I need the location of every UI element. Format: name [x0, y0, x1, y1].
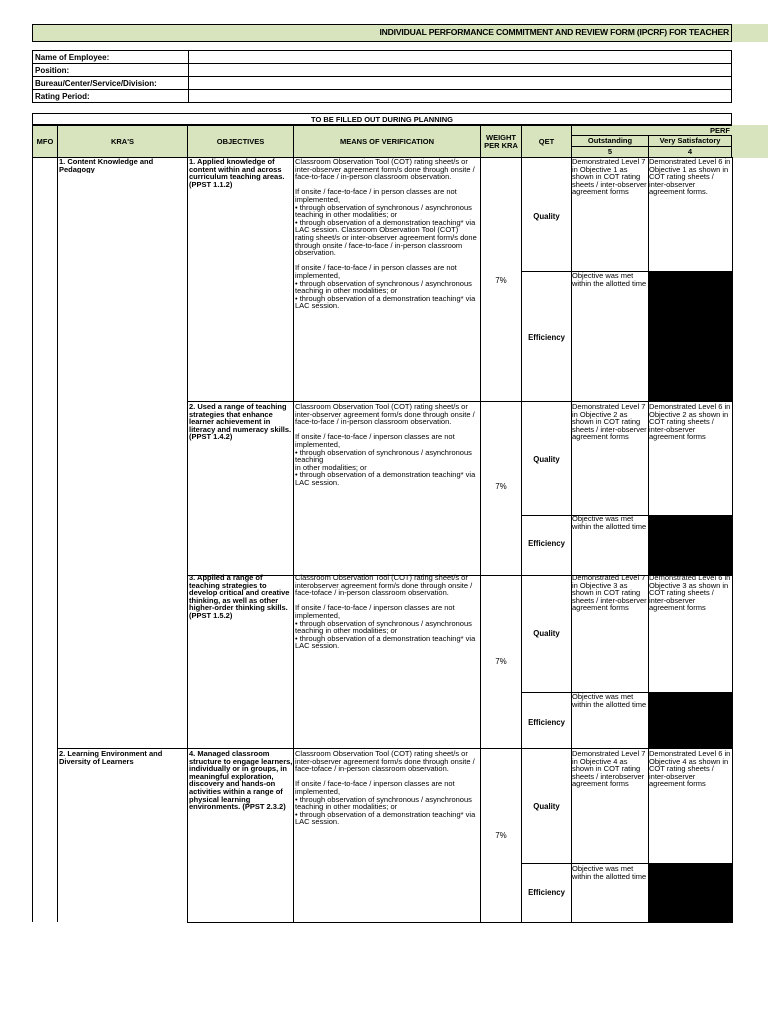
planning-banner-text: TO BE FILLED OUT DURING PLANNING [311, 115, 453, 124]
objective-2-quality-label: Quality [533, 455, 560, 464]
kra-content-knowledge: 1. Content Knowledge and Pedagogy [59, 158, 154, 174]
objective-3-text: 3. Applied a range of teaching strategies to develop critical and creative thinking, as well as other higher-order thinking skills. (PPST 1.5.2) [189, 574, 290, 620]
objective-3-efficiency-label: Efficiency [528, 718, 565, 727]
perf-extension [732, 125, 768, 158]
position-row [32, 63, 732, 77]
header-kras: KRA'S [57, 125, 188, 158]
objective-2-mov: Classroom Observation Tool (COT) rating sheet/s or inter-observer agreement form/s done through onsite / face-to-face / in-person classroom observation. If onsite / face-to-face / inperson classes are not implemented, • through observation of synchronous / asynchronous teaching in other modalities; or • through observation of a demonstration teaching* via LAC session. [295, 403, 476, 487]
perf-label: PERF [571, 125, 732, 135]
objective-2-outstanding-quality: Demonstrated Level 7 in Objective 2 as shown in COT rating sheets / inter-observer agreement forms [572, 403, 647, 442]
form-title: INDIVIDUAL PERFORMANCE COMMITMENT AND REVIEW FORM (IPCRF) FOR TEACHER [379, 27, 729, 37]
bureau-row [32, 76, 732, 90]
title-bar-extension [732, 24, 768, 42]
objective-3-weight: 7% [495, 657, 507, 666]
objective-3-outstanding-quality: Demonstrated Level 7 in Objective 3 as shown in COT rating sheets / inter-observer agreement forms [572, 574, 647, 613]
objective-4-quality-label: Quality [533, 802, 560, 811]
objective-3-quality-label: Quality [533, 629, 560, 638]
header-very-satisfactory: Very Satisfactory [648, 135, 732, 147]
objective-4-text: 4. Managed classroom structure to engage learners, individually or in groups, in meaningful exploration, discovery and hands-on activities within a range of physical learning environments. (PPST 2.3.2) [189, 750, 293, 812]
objective-4-outstanding-quality: Demonstrated Level 7 in Objective 4 as shown in COT rating sheets / interobserver agreement forms [572, 750, 646, 789]
objective-2-weight: 7% [495, 482, 507, 491]
objective-2-efficiency-label: Efficiency [528, 539, 565, 548]
objective-2-outstanding-efficiency: Objective was met within the allotted time [572, 515, 647, 531]
objective-1-weight: 7% [495, 276, 507, 285]
objective-4-very-satisfactory-quality: Demonstrated Level 6 in Objective 4 as shown in COT rating sheets / inter-observer agreement forms [649, 750, 731, 789]
rating-period-row [32, 89, 732, 103]
employee-name-label: Name of Employee: [35, 53, 110, 62]
objective-1-outstanding-efficiency: Objective was met within the allotted time [572, 272, 647, 288]
objective-1-mov: Classroom Observation Tool (COT) rating sheet/s or inter-observer agreement form/s done through onsite / face-to-face / in-person classroom observation. If onsite / face-to-face / in person classes are not implemented, • through observation of synchronous / asynchronous teaching in other modalities; or • through observation of a demonstration teaching* via LAC session. Classroom Observation Tool (COT) rating sheet/s or inter-observer agreement form/s done through onsite / face-to-face / in-person classroom observation. If onsite / face-to-face / in person classes are not implemented, • through observation of synchronous / asynchronous teaching in other modalities; or • through observation of a demonstration teaching* via LAC session. [295, 158, 477, 311]
objective-2-very-satisfactory-quality: Demonstrated Level 6 in Objective 2 as shown in COT rating sheets / inter-observer agreement forms [649, 403, 731, 442]
header-weight: WEIGHT PER KRA [480, 125, 522, 158]
objective-1-text: 1. Applied knowledge of content within and across curriculum teaching areas. (PPST 1.1.2) [189, 158, 285, 189]
objective-3-outstanding-efficiency: Objective was met within the allotted time [572, 693, 647, 709]
header-objectives: OBJECTIVES [187, 125, 294, 158]
header-very-satisfactory-score: 4 [648, 146, 732, 158]
header-outstanding: Outstanding [571, 135, 649, 147]
kra-learning-environment: 2. Learning Environment and Diversity of Learners [59, 750, 163, 766]
objective-4-mov: Classroom Observation Tool (COT) rating sheet/s or inter-observer agreement form/s done through onsite / face-toface / in-person classroom observation. If onsite / face-to-face / inperson classes are not implemented, • through observation of synchronous / asynchronous teaching in other modalities; or • through observation of a demonstration teaching* via LAC session. [295, 750, 476, 827]
objective-4-efficiency-label: Efficiency [528, 888, 565, 897]
header-means-of-verification: MEANS OF VERIFICATION [293, 125, 481, 158]
objective-1-efficiency-label: Efficiency [528, 333, 565, 342]
objective-4-outstanding-efficiency: Objective was met within the allotted time [572, 865, 647, 881]
planning-banner [32, 113, 732, 125]
employee-name-row [32, 50, 732, 64]
objective-1-outstanding-quality: Demonstrated Level 7 in Objective 1 as shown in COT rating sheets / inter-observer agreement forms [572, 158, 647, 197]
header-qet: QET [521, 125, 572, 158]
objective-3-mov: Classroom Observation Tool (COT) rating sheet/s or interobserver agreement form/s done through onsite / face-toface / in-person classroom observation. If onsite / face-to-face / inperson classes are not implemented, • through observation of synchronous / asynchronous teaching in other modalities; or • through observation of a demonstration teaching* via LAC session. [295, 574, 476, 651]
position-label: Position: [35, 66, 70, 75]
header-mfo: MFO [32, 125, 58, 158]
objective-3-very-satisfactory-quality: Demonstrated Level 6 in Objective 3 as shown in COT rating sheets / inter-observer agreement forms [649, 574, 731, 613]
rating-period-label: Rating Period: [35, 92, 90, 101]
objective-1-quality-label: Quality [533, 212, 560, 221]
header-outstanding-score: 5 [571, 146, 649, 158]
form-title-bar [32, 24, 732, 42]
bureau-label: Bureau/Center/Service/Division: [35, 79, 157, 88]
objective-2-text: 2. Used a range of teaching strategies that enhance learner achievement in literacy and numeracy skills. (PPST 1.4.2) [189, 403, 292, 442]
objective-1-very-satisfactory-quality: Demonstrated Level 6 in Objective 1 as shown in COT rating sheets / inter-observer agreement forms. [649, 158, 731, 197]
objective-4-weight: 7% [495, 831, 507, 840]
